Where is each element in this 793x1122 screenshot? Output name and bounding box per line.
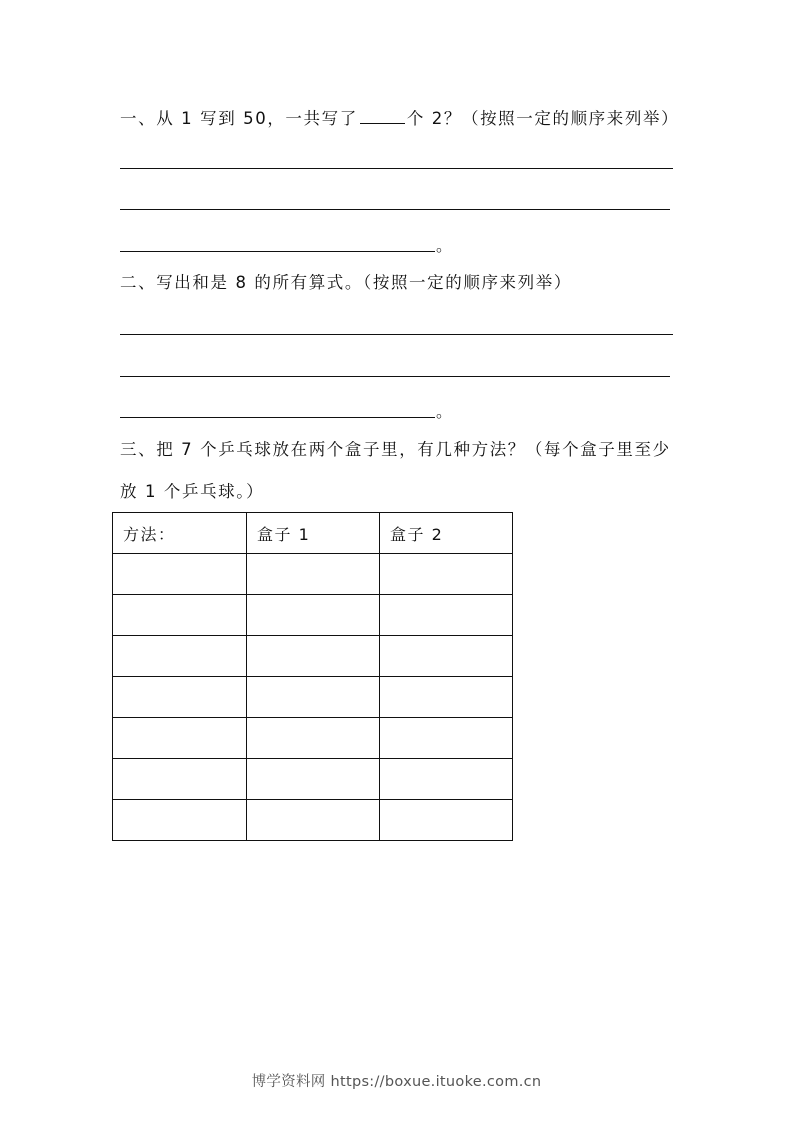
cell-box-1[interactable] bbox=[247, 718, 380, 759]
cell-method[interactable] bbox=[113, 800, 247, 841]
question-3-line-1 bbox=[120, 440, 671, 460]
cell-method[interactable] bbox=[113, 718, 247, 759]
table-row bbox=[113, 718, 513, 759]
question-2-number: 二、 bbox=[120, 273, 157, 292]
footer-watermark: 博学资料网 https://boxue.ituoke.com.cn bbox=[251, 1074, 542, 1090]
question-1-text-after: 个 2？（按照一定的顺序来列举） bbox=[406, 109, 680, 128]
header-method: 方法： bbox=[113, 513, 247, 554]
cell-box-1[interactable] bbox=[247, 636, 380, 677]
question-2-text: 写出和是 8 的所有算式。（按照一定的顺序来列举） bbox=[156, 273, 572, 292]
header-box-1: 盒子 1 bbox=[247, 513, 380, 554]
table-row bbox=[113, 759, 513, 800]
cell-box-1[interactable] bbox=[247, 554, 380, 595]
question-1-answer-line-1[interactable] bbox=[120, 168, 673, 169]
cell-method[interactable] bbox=[113, 595, 247, 636]
cell-method[interactable] bbox=[113, 636, 247, 677]
table-row bbox=[113, 554, 513, 595]
question-2-end-mark: 。 bbox=[436, 402, 453, 421]
header-box-2: 盒子 2 bbox=[380, 513, 513, 554]
cell-box-2[interactable] bbox=[380, 677, 513, 718]
question-2-answer-line-3[interactable] bbox=[120, 417, 435, 418]
cell-box-1[interactable] bbox=[247, 800, 380, 841]
cell-box-2[interactable] bbox=[380, 554, 513, 595]
question-1-number: 一、 bbox=[120, 109, 157, 128]
table-row bbox=[113, 595, 513, 636]
question-1-fill-blank[interactable] bbox=[360, 107, 405, 124]
question-3-number: 三、 bbox=[120, 440, 157, 459]
question-2 bbox=[120, 273, 572, 293]
question-3-line-2 bbox=[120, 482, 264, 502]
cell-box-1[interactable] bbox=[247, 677, 380, 718]
cell-box-2[interactable] bbox=[380, 636, 513, 677]
question-1-answer-line-3[interactable] bbox=[120, 251, 435, 252]
question-3-answer-table bbox=[112, 512, 513, 841]
question-1 bbox=[120, 107, 679, 129]
table-row bbox=[113, 636, 513, 677]
cell-box-2[interactable] bbox=[380, 595, 513, 636]
question-1-answer-line-2[interactable] bbox=[120, 209, 670, 210]
question-3-text-line-2: 放 1 个乒乓球。） bbox=[120, 482, 265, 501]
cell-box-2[interactable] bbox=[380, 718, 513, 759]
cell-method[interactable] bbox=[113, 759, 247, 800]
question-2-answer-line-2[interactable] bbox=[120, 376, 670, 377]
cell-method[interactable] bbox=[113, 677, 247, 718]
table-row bbox=[113, 677, 513, 718]
question-1-end-mark: 。 bbox=[436, 236, 453, 255]
cell-box-1[interactable] bbox=[247, 759, 380, 800]
question-3-text-line-1: 把 7 个乒乓球放在两个盒子里，有几种方法？（每个盒子里至少 bbox=[156, 440, 671, 459]
cell-box-2[interactable] bbox=[380, 800, 513, 841]
cell-method[interactable] bbox=[113, 554, 247, 595]
question-1-text-before: 从 1 写到 50，一共写了 bbox=[156, 109, 358, 128]
question-2-answer-line-1[interactable] bbox=[120, 334, 673, 335]
cell-box-1[interactable] bbox=[247, 595, 380, 636]
cell-box-2[interactable] bbox=[380, 759, 513, 800]
table-header-row bbox=[113, 513, 513, 554]
table-row bbox=[113, 800, 513, 841]
